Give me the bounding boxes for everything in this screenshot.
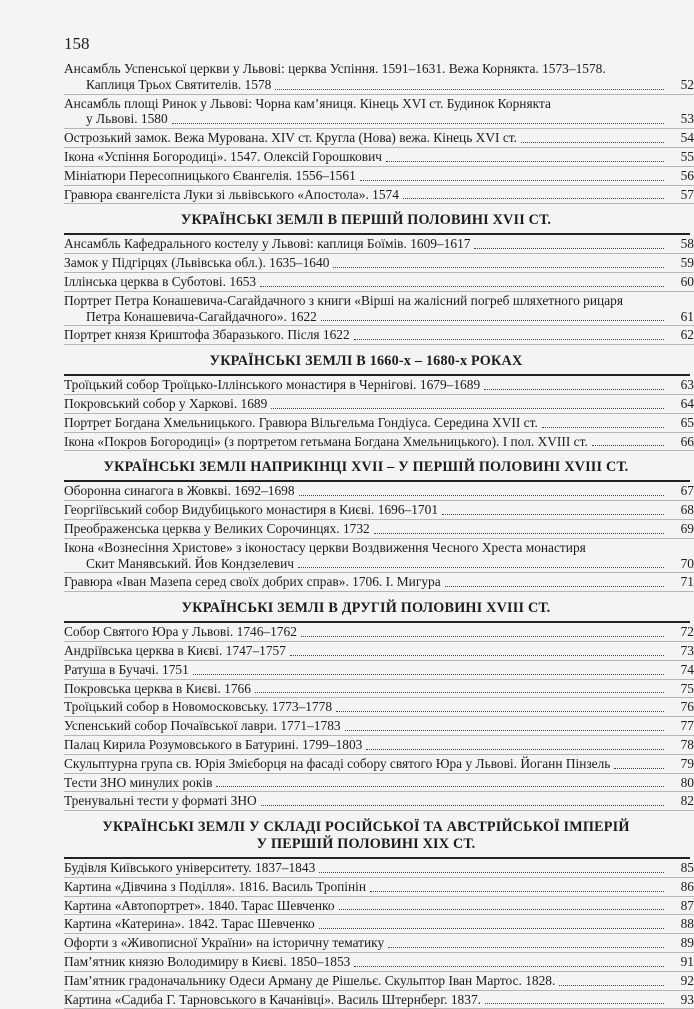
toc-entry-title: Острозький замок. Вежа Мурована. XIV ст. Кругла (Нова) вежа. Кінець XVI ст. — [64, 130, 517, 146]
toc-entry[interactable] — [64, 878, 694, 897]
toc-entry[interactable] — [64, 395, 694, 414]
toc-entry-page: 67 — [680, 483, 694, 499]
toc-entry-page: 75 — [680, 680, 694, 696]
toc-entry-title: Успенський собор Почаївської лаври. 1771–1783 — [64, 718, 341, 734]
toc-entry-line — [64, 662, 694, 678]
toc-entry-page: 93 — [680, 991, 694, 1007]
toc-entry-title: Петра Конашевича-Сагайдачного». 1622 — [86, 308, 317, 324]
dot-leader — [474, 248, 664, 249]
toc-entry-line — [64, 96, 694, 112]
dot-leader — [319, 872, 664, 873]
dot-leader — [333, 267, 664, 268]
toc-entry-page: 66 — [680, 433, 694, 449]
dot-leader — [374, 533, 664, 534]
toc-entry-line — [64, 718, 694, 734]
toc-entry[interactable] — [64, 60, 694, 95]
toc-entry-line — [64, 483, 694, 499]
toc-entry-page: 89 — [680, 935, 694, 951]
toc-entry-page: 53 — [680, 111, 694, 127]
toc-entry-title: Картина «Катерина». 1842. Тарас Шевченко — [64, 916, 315, 932]
toc-entry-line — [64, 699, 694, 715]
dot-leader — [614, 768, 664, 769]
toc-entry[interactable] — [64, 573, 694, 592]
dot-leader — [319, 928, 664, 929]
toc-entry-line — [64, 521, 694, 537]
dot-leader — [521, 142, 664, 143]
toc-entry[interactable] — [64, 254, 694, 273]
dot-leader — [261, 805, 664, 806]
toc-entry-title: Пам’ятник князю Володимиру в Києві. 1850–1853 — [64, 954, 351, 970]
toc-entry-title: Тренувальні тести у форматі ЗНО — [64, 793, 257, 809]
toc-entry[interactable] — [64, 148, 694, 167]
dot-leader — [559, 985, 664, 986]
toc-entry-page: 82 — [680, 793, 694, 809]
dot-leader — [592, 445, 664, 446]
toc-entry[interactable] — [64, 897, 694, 916]
dot-leader — [301, 636, 664, 637]
toc-entry-line — [64, 624, 694, 640]
toc-entry-title: Портрет Петра Конашевича-Сагайдачного з книги «Вірші на жалісний погреб шляхетного рицаря — [64, 292, 624, 308]
toc-entry-title: Картина «Садиба Г. Тарновського в Качанівці». Василь Штернберг. 1837. — [64, 991, 481, 1007]
dot-leader — [321, 320, 664, 321]
toc-entry-page: 74 — [680, 661, 694, 677]
dot-leader — [260, 286, 664, 287]
toc-entry-page: 73 — [680, 642, 694, 658]
page-number: 158 — [64, 34, 90, 53]
dot-leader — [354, 339, 664, 340]
toc-entry-line — [64, 377, 694, 393]
dot-leader — [216, 786, 664, 787]
toc-entry-line — [64, 756, 694, 772]
toc-entry[interactable] — [64, 186, 694, 205]
dot-leader — [345, 730, 664, 731]
toc-entry-page: 63 — [680, 377, 694, 393]
toc-entry-line — [64, 396, 694, 412]
toc-entry-title: Собор Святого Юра у Львові. 1746–1762 — [64, 624, 297, 640]
dot-leader — [403, 198, 664, 199]
toc-entry-line — [64, 879, 694, 895]
toc-entry-title: Ратуша в Бучачі. 1751 — [64, 661, 189, 677]
toc-entry-line — [64, 149, 694, 165]
toc-entry-line — [64, 111, 694, 127]
toc-entry-title: Портрет князя Криштофа Збаразького. Після 1622 — [64, 327, 350, 343]
toc-entry-line — [64, 916, 694, 932]
toc-entry-line — [64, 935, 694, 951]
dot-leader — [271, 408, 664, 409]
toc-entry-page: 85 — [680, 860, 694, 876]
toc-entry-title: Каплиця Трьох Святителів. 1578 — [86, 76, 272, 92]
section-heading — [64, 811, 668, 857]
toc-entry-title: Будівля Київського університету. 1837–1843 — [64, 860, 316, 876]
toc-entry-title: Ікона «Успіння Богородиці». 1547. Олексій Горошкович — [64, 148, 382, 164]
toc-entry-title: Картина «Дівчина з Поділля». 1816. Василь Тропінін — [64, 878, 367, 894]
toc-entry-line — [64, 255, 694, 271]
toc-entry-page: 54 — [680, 130, 694, 146]
toc-entry-page: 79 — [680, 755, 694, 771]
toc-entry-line — [64, 860, 694, 876]
dot-leader — [445, 586, 664, 587]
toc-entry-page: 68 — [680, 502, 694, 518]
dot-leader — [290, 655, 664, 656]
dot-leader — [360, 180, 664, 181]
toc-entry-line — [64, 274, 694, 290]
toc-entry-page: 78 — [680, 736, 694, 752]
dot-leader — [275, 89, 664, 90]
toc-entry[interactable] — [64, 755, 694, 774]
toc-entry-title: Картина «Автопортрет». 1840. Тарас Шевченко — [64, 897, 335, 913]
toc-entry[interactable] — [64, 736, 694, 755]
toc-entry-page: 59 — [680, 255, 694, 271]
toc-entry[interactable] — [64, 623, 694, 642]
toc-entry-line — [64, 77, 694, 93]
toc-entry[interactable] — [64, 680, 694, 699]
toc-entry[interactable] — [64, 698, 694, 717]
toc-entry[interactable] — [64, 953, 694, 972]
toc-entry-line — [64, 793, 694, 809]
toc-entry-page: 60 — [680, 273, 694, 289]
toc-entry-title: Замок у Підгірцях (Львівська обл.). 1635–1640 — [64, 255, 330, 271]
toc-entry-line — [64, 681, 694, 697]
toc-entry[interactable] — [64, 414, 694, 433]
toc-entry-line — [64, 954, 694, 970]
dot-leader — [255, 692, 664, 693]
toc-entry-page: 92 — [680, 972, 694, 988]
toc-entry-title: Гравюра «Іван Мазепа серед своїх добрих справ». 1706. І. Мигура — [64, 574, 441, 590]
toc-entry-title: Георгіївський собор Видубицького монастиря в Києві. 1696–1701 — [64, 502, 439, 518]
dot-leader — [370, 891, 664, 892]
section-heading — [64, 345, 668, 374]
section-heading-line: УКРАЇНСЬКІ ЗЕМЛІ В ПЕРШІЙ ПОЛОВИНІ XVII СТ. — [180, 212, 552, 229]
section-heading-line: УКРАЇНСЬКІ ЗЕМЛІ В ДРУГІЙ ПОЛОВИНІ XVIII СТ. — [181, 600, 551, 617]
toc-entry[interactable] — [64, 972, 694, 991]
toc-entry-page: 69 — [680, 520, 694, 536]
section-heading — [64, 451, 668, 480]
toc-entry[interactable] — [64, 326, 694, 345]
toc-entry-line — [64, 574, 694, 590]
toc-entry[interactable] — [64, 859, 694, 878]
toc-entry-title: Гравюра євангеліста Луки зі львівського «Апостола». 1574 — [64, 186, 399, 202]
section-heading-line: УКРАЇНСЬКІ ЗЕМЛІ В 1660-х – 1680-х РОКАХ — [209, 353, 523, 370]
dot-leader — [442, 514, 664, 515]
dot-leader — [298, 567, 664, 568]
toc-entry-title: Пам’ятник градоначальнику Одеси Арману де Рішельє. Скульптор Іван Мартос. 1828. — [64, 972, 556, 988]
toc-entry-title: Ансамбль площі Ринок у Львові: Чорна кам’яниця. Кінець XVI ст. Будинок Корнякта — [64, 95, 551, 111]
toc-entry[interactable] — [64, 520, 694, 539]
toc-entry-line — [64, 309, 694, 325]
section-heading — [64, 204, 668, 233]
toc-entry[interactable] — [64, 167, 694, 186]
toc-entry[interactable] — [64, 273, 694, 292]
toc-entry[interactable] — [64, 915, 694, 934]
toc-entry-page: 56 — [680, 167, 694, 183]
toc-entry-page: 62 — [680, 327, 694, 343]
dot-leader — [339, 909, 664, 910]
toc-entry-title: Офорти з «Живописної України» на історичну тематику — [64, 935, 385, 951]
toc-entry[interactable] — [64, 539, 694, 574]
toc-entry-line — [64, 502, 694, 518]
section-heading-line: У ПЕРШІЙ ПОЛОВИНІ XIX СТ. — [256, 836, 476, 853]
table-of-contents — [64, 60, 694, 1009]
toc-entry-title: Палац Кирила Розумовського в Батурині. 1799–1803 — [64, 736, 363, 752]
toc-entry[interactable] — [64, 95, 694, 130]
toc-entry-title: Преображенська церква у Великих Сорочинцях. 1732 — [64, 520, 370, 536]
toc-entry-line — [64, 168, 694, 184]
toc-entry-line — [64, 293, 694, 309]
toc-entry-title: Оборонна синагога в Жовкві. 1692–1698 — [64, 483, 295, 499]
toc-entry-title: Покровська церква в Києві. 1766 — [64, 680, 251, 696]
toc-entry[interactable] — [64, 235, 694, 254]
toc-entry-title: Портрет Богдана Хмельницького. Гравюра Вільгельма Гондіуса. Середина XVII ст. — [64, 414, 538, 430]
toc-entry-page: 88 — [680, 916, 694, 932]
dot-leader — [354, 966, 664, 967]
toc-entry[interactable] — [64, 934, 694, 953]
toc-entry-line — [64, 898, 694, 914]
toc-entry-title: Троїцький собор в Новомосковську. 1773–1778 — [64, 699, 333, 715]
toc-entry-page: 70 — [680, 555, 694, 571]
toc-entry-page: 58 — [680, 236, 694, 252]
section-heading — [64, 592, 668, 621]
toc-entry-line — [64, 327, 694, 343]
toc-entry-line — [64, 415, 694, 431]
toc-entry-page: 65 — [680, 414, 694, 430]
toc-entry-line — [64, 434, 694, 450]
toc-entry-line — [64, 973, 694, 989]
toc-entry-line — [64, 61, 694, 77]
toc-entry-page: 77 — [680, 718, 694, 734]
toc-entry-line — [64, 130, 694, 146]
toc-entry-title: Скит Манявський. Йов Кондзелевич — [86, 555, 295, 571]
toc-entry-title: Ікона «Вознесіння Христове» з іконостасу церкви Воздвиження Чесного Хреста монастиря — [64, 539, 586, 555]
dot-leader — [484, 389, 664, 390]
toc-entry[interactable] — [64, 433, 694, 452]
toc-entry-line — [64, 187, 694, 203]
toc-entry-title: Ансамбль Кафедрального костелу у Львові: каплиця Боїмів. 1609–1617 — [64, 236, 471, 252]
toc-entry-page: 64 — [680, 395, 694, 411]
toc-entry-title: Мініатюри Пересопницького Євангелія. 1556–1561 — [64, 167, 356, 183]
section-heading-line: УКРАЇНСЬКІ ЗЕМЛІ У СКЛАДІ РОСІЙСЬКОЇ ТА АВСТРІЙСЬКОЇ ІМПЕРІЙ — [102, 819, 630, 836]
toc-entry-line — [64, 775, 694, 791]
dot-leader — [299, 495, 664, 496]
toc-entry-page: 72 — [680, 624, 694, 640]
dot-leader — [386, 161, 664, 162]
toc-entry-title: Скульптурна група св. Юрія Змієборця на фасаді собору святого Юра у Львові. Йоганн Пінзель — [64, 755, 611, 771]
toc-entry[interactable] — [64, 376, 694, 395]
dot-leader — [193, 674, 664, 675]
toc-entry-title: Андріївська церква в Києві. 1747–1757 — [64, 642, 286, 658]
toc-entry[interactable] — [64, 501, 694, 520]
toc-entry-page: 52 — [680, 76, 694, 92]
toc-entry-line — [64, 643, 694, 659]
toc-entry[interactable] — [64, 661, 694, 680]
toc-entry-page: 76 — [680, 699, 694, 715]
toc-entry[interactable] — [64, 292, 694, 327]
toc-entry-page: 86 — [680, 878, 694, 894]
toc-entry-line — [64, 556, 694, 572]
toc-entry[interactable] — [64, 774, 694, 793]
toc-entry[interactable] — [64, 129, 694, 148]
toc-entry-page: 57 — [680, 186, 694, 202]
dot-leader — [388, 947, 664, 948]
toc-entry-page: 55 — [680, 148, 694, 164]
toc-entry-title: Ікона «Покров Богородиці» (з портретом гетьмана Богдана Хмельницького). І пол. XVIII ст. — [64, 433, 588, 449]
dot-leader — [172, 123, 664, 124]
toc-entry-title: Троїцький собор Троїцько-Іллінського монастиря в Чернігові. 1679–1689 — [64, 377, 481, 393]
toc-entry-page: 87 — [680, 897, 694, 913]
toc-entry-page: 91 — [680, 954, 694, 970]
toc-entry-line — [64, 236, 694, 252]
dot-leader — [542, 427, 664, 428]
toc-entry-page: 71 — [680, 574, 694, 590]
section-heading-line: УКРАЇНСЬКІ ЗЕМЛІ НАПРИКІНЦІ XVII – У ПЕРШІЙ ПОЛОВИНІ XVIII СТ. — [103, 459, 629, 476]
toc-entry[interactable] — [64, 717, 694, 736]
toc-entry[interactable] — [64, 482, 694, 501]
toc-entry[interactable] — [64, 792, 694, 811]
toc-entry[interactable] — [64, 642, 694, 661]
toc-entry-page: 80 — [680, 774, 694, 790]
toc-entry-title: Ансамбль Успенської церкви у Львові: церква Успіння. 1591–1631. Вежа Корнякта. 1573–1578. — [64, 61, 606, 76]
toc-entry-line — [64, 737, 694, 753]
toc-entry-line — [64, 540, 694, 556]
dot-leader — [485, 1003, 664, 1004]
toc-entry-title: Покровський собор у Харкові. 1689 — [64, 395, 268, 411]
dot-leader — [336, 711, 664, 712]
dot-leader — [366, 749, 664, 750]
toc-entry-title: у Львові. 1580 — [86, 111, 168, 127]
toc-entry-title: Тести ЗНО минулих років — [64, 774, 213, 790]
toc-entry-page: 61 — [680, 308, 694, 324]
toc-entry-title: Іллінська церква в Суботові. 1653 — [64, 273, 257, 289]
